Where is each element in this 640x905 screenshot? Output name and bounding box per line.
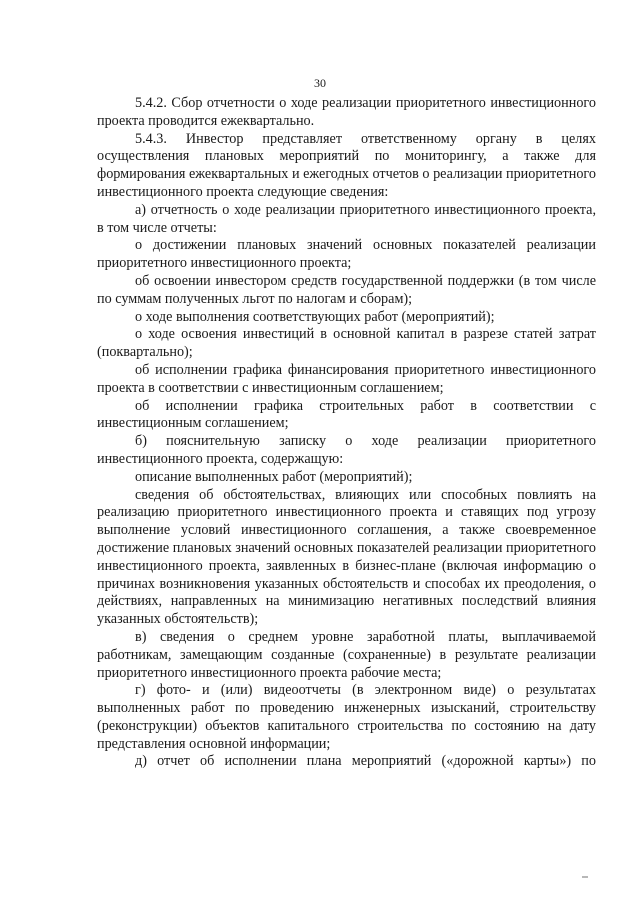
paragraph-report-construction-schedule: об исполнении графика строительных работ в соответствии с инвестиционным соглашением; [97,397,596,432]
paragraph-report-indicators: о достижении плановых значений основных показателей реализации приоритетного инвестиционного проекта; [97,237,596,272]
paragraph-5-4-3: 5.4.3. Инвестор представляет ответственному органу в целях осуществления плановых мероприятий по мониторингу, а также для формирования ежеквартальных и ежегодных отчетов о реализации приоритетного инвестиционного проекта следующие сведения: [97,130,596,200]
paragraph-item-d: д) отчет об исполнении плана мероприятий («дорожной карты») по [135,753,596,770]
paragraph-item-v: в) сведения о среднем уровне заработной платы, выплачиваемой работникам, замещающим созданные (сохраненные) в результате реализации приоритетного инвестиционного проекта рабочие места; [97,628,596,681]
paragraph-circumstances: сведения об обстоятельствах, влияющих или способных повлиять на реализацию приоритетного инвестиционного проекта и ставящих под угрозу выполнение условий инвестиционного соглашения, а также своевременное достижение плановых значений основных показателей реализации приоритетного инвестиционного проекта, заявленных в бизнес-плане (включая информацию о причинах возникновения указанных обстоятельств и способах их преодоления, о действиях, направленных на минимизацию негативных последствий влияния указанных обстоятельств); [97,486,596,628]
document-body [97,95,596,771]
scan-mark [582,876,588,878]
paragraph-report-state-support: об освоении инвестором средств государственной поддержки (в том числе по суммам полученных льгот по налогам и сборам); [97,272,596,307]
paragraph-item-b: б) пояснительную записку о ходе реализации приоритетного инвестиционного проекта, содержащую: [97,433,596,467]
paragraph-item-a: а) отчетность о ходе реализации приоритетного инвестиционного проекта, в том числе отчеты: [97,201,596,236]
paragraph-report-investments: о ходе освоения инвестиций в основной капитал в разрезе статей затрат (поквартально); [97,326,596,361]
page-number: 30 [314,76,326,90]
paragraph-report-financing-schedule: об исполнении графика финансирования приоритетного инвестиционного проекта в соответствии с инвестиционным соглашением; [97,361,596,396]
paragraph-works-description: описание выполненных работ (мероприятий); [135,468,413,485]
paragraph-item-g: г) фото- и (или) видеоотчеты (в электронном виде) о результатах выполненных работ по проведению инженерных изысканий, строительству (реконструкции) объектов капитального строительства по состоянию на дату представления основной информации; [97,682,596,752]
paragraph-5-4-2: 5.4.2. Сбор отчетности о ходе реализации приоритетного инвестиционного проекта проводится ежеквартально. [97,95,596,129]
paragraph-report-works: о ходе выполнения соответствующих работ (мероприятий); [135,308,495,325]
